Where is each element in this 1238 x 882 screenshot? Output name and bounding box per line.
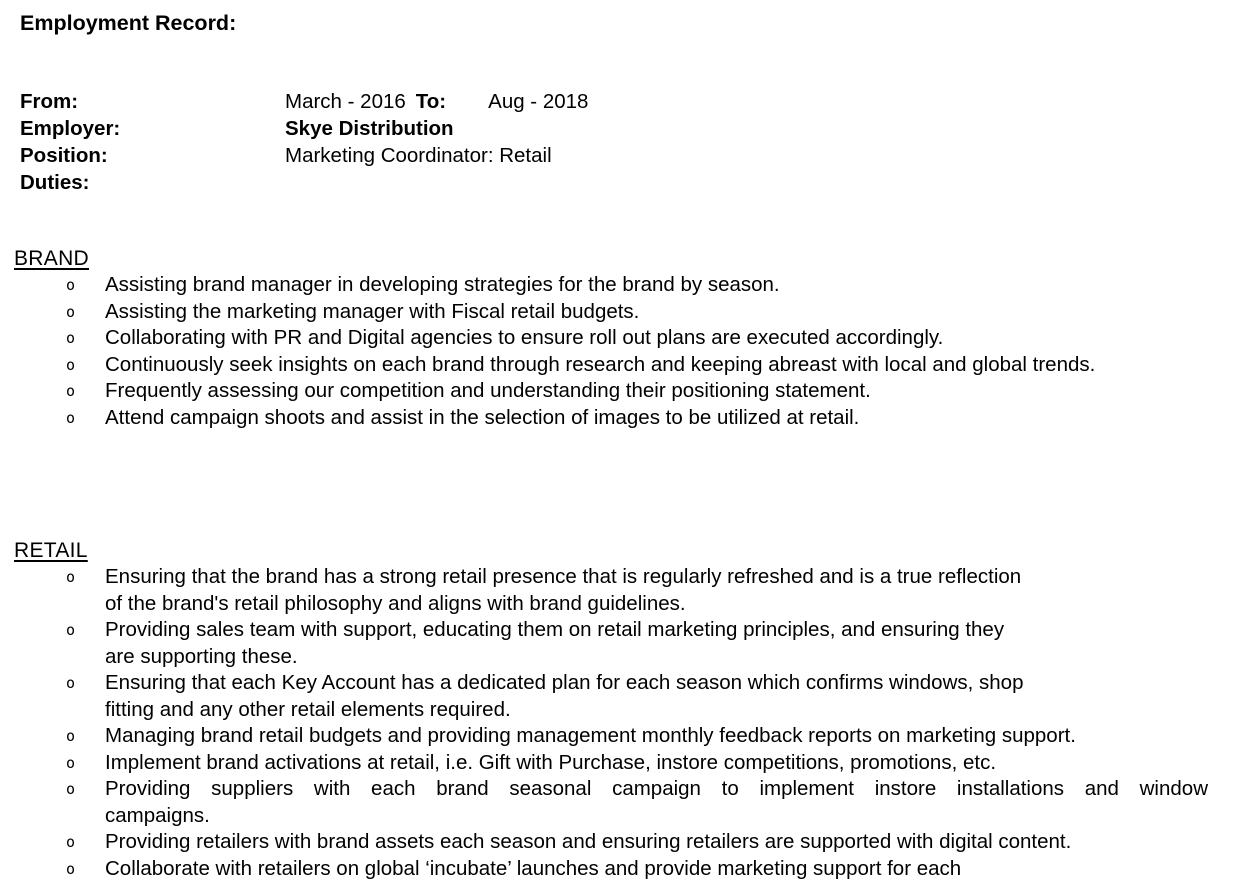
duty-item xyxy=(20,378,1208,405)
duty-item xyxy=(20,325,1208,352)
employment-record-fields xyxy=(20,88,1208,196)
position-label: Position: xyxy=(20,142,285,169)
duties-label: Duties: xyxy=(20,169,285,196)
duty-item xyxy=(20,272,1208,299)
bullet-marker-icon: o xyxy=(66,272,75,299)
bullet-marker-icon: o xyxy=(66,829,75,856)
bullet-marker-icon: o xyxy=(66,723,75,750)
retail-section xyxy=(20,537,1208,882)
position-value: Marketing Coordinator: Retail xyxy=(285,142,552,169)
duty-item xyxy=(20,750,1208,777)
bullet-marker-icon: o xyxy=(66,352,75,379)
duty-text: Providing retailers with brand assets each season and ensuring retailers are supported with digital content. xyxy=(105,829,1208,856)
retail-duty-list xyxy=(20,564,1208,882)
retail-heading: RETAIL xyxy=(14,537,88,564)
bullet-marker-icon: o xyxy=(66,750,75,777)
duty-item xyxy=(20,776,1208,829)
brand-section xyxy=(20,245,1208,431)
record-row-duties xyxy=(20,169,1208,196)
duty-item xyxy=(20,829,1208,856)
from-date: March - 2016 xyxy=(285,90,406,113)
bullet-marker-icon: o xyxy=(66,299,75,326)
document-page xyxy=(0,10,1238,882)
employer-value: Skye Distribution xyxy=(285,115,454,142)
bullet-marker-icon: o xyxy=(66,378,75,405)
duty-text: Managing brand retail budgets and providing management monthly feedback reports on marketing support. xyxy=(105,723,1208,750)
bullet-marker-icon: o xyxy=(66,670,75,697)
duty-text: Ensuring that the brand has a strong retail presence that is regularly refreshed and is a true reflection of the brand's retail philosophy and aligns with brand guidelines. xyxy=(105,564,1208,617)
record-row-from xyxy=(20,88,1208,115)
from-label: From: xyxy=(20,88,285,115)
duty-text: Attend campaign shoots and assist in the selection of images to be utilized at retail. xyxy=(105,405,1208,432)
bullet-marker-icon: o xyxy=(66,856,75,882)
bullet-marker-icon: o xyxy=(66,776,75,803)
duty-text: Implement brand activations at retail, i.e. Gift with Purchase, instore competitions, promotions, etc. xyxy=(105,750,1208,777)
duty-text: Assisting the marketing manager with Fiscal retail budgets. xyxy=(105,299,1208,326)
bullet-marker-icon: o xyxy=(66,405,75,432)
duty-item xyxy=(20,405,1208,432)
record-row-position xyxy=(20,142,1208,169)
from-value xyxy=(285,88,588,115)
brand-duty-list xyxy=(20,272,1208,431)
duty-text: Ensuring that each Key Account has a dedicated plan for each season which confirms windows, shop fitting and any other retail elements required. xyxy=(105,670,1208,723)
duty-item xyxy=(20,352,1208,379)
brand-heading: BRAND xyxy=(14,245,89,272)
duty-text: Assisting brand manager in developing strategies for the brand by season. xyxy=(105,272,1208,299)
employer-label: Employer: xyxy=(20,115,285,142)
duty-text: Frequently assessing our competition and understanding their positioning statement. xyxy=(105,378,1208,405)
to-label: To: xyxy=(416,90,446,113)
bullet-marker-icon: o xyxy=(66,617,75,644)
bullet-marker-icon: o xyxy=(66,325,75,352)
duty-item xyxy=(20,299,1208,326)
to-date: Aug - 2018 xyxy=(488,90,588,113)
duty-item xyxy=(20,564,1208,617)
duty-item xyxy=(20,670,1208,723)
duty-item xyxy=(20,617,1208,670)
duty-text: Collaborating with PR and Digital agencies to ensure roll out plans are executed accordingly. xyxy=(105,325,1208,352)
duty-item xyxy=(20,723,1208,750)
page-title: Employment Record: xyxy=(20,10,1208,37)
record-row-employer xyxy=(20,115,1208,142)
duty-text: Providing sales team with support, educating them on retail marketing principles, and ensuring they are supporting these. xyxy=(105,617,1208,670)
bullet-marker-icon: o xyxy=(66,564,75,591)
duty-text: Continuously seek insights on each brand through research and keeping abreast with local and global trends. xyxy=(105,352,1208,379)
duty-text: Collaborate with retailers on global ‘incubate’ launches and provide marketing support for each xyxy=(105,856,1208,882)
duty-item xyxy=(20,856,1208,882)
duty-text: Providing suppliers with each brand seasonal campaign to implement instore installations and window campaigns. xyxy=(105,776,1208,829)
